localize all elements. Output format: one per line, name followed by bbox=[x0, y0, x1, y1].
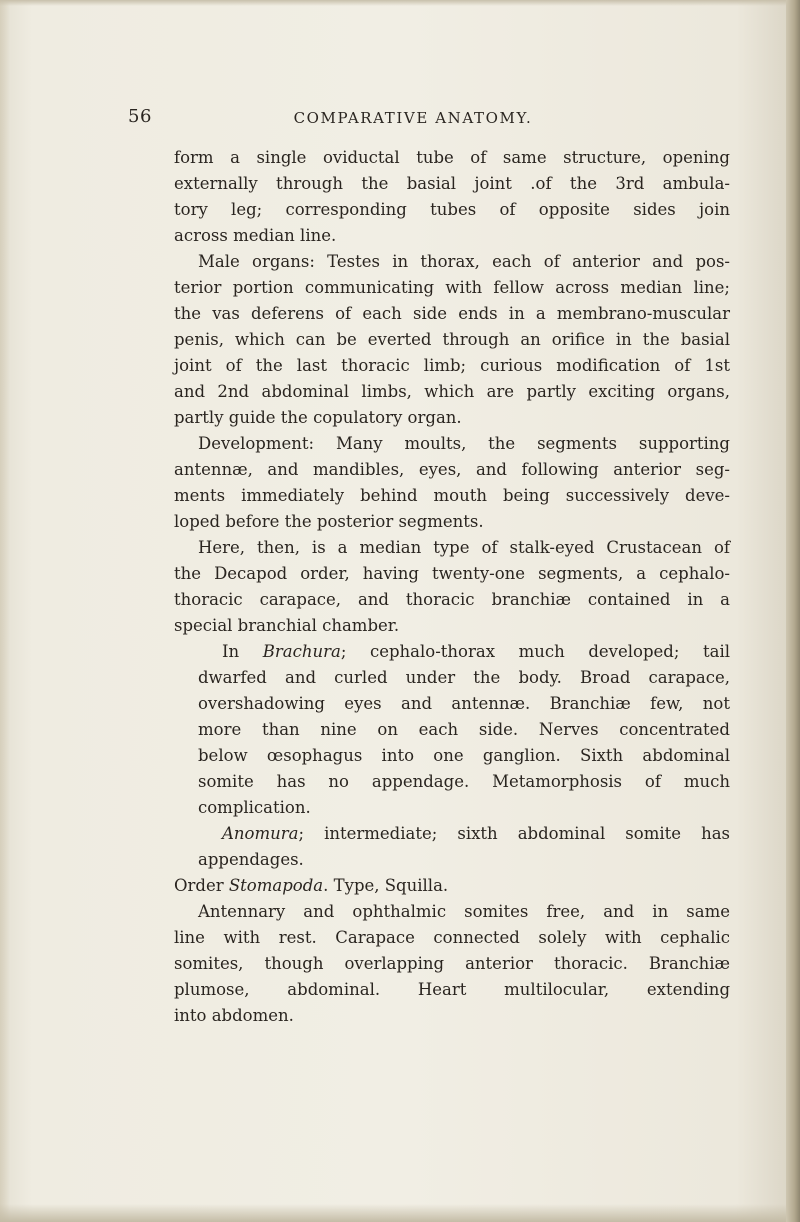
page-bottom-shadow bbox=[0, 1204, 800, 1222]
text-line: across median line. bbox=[174, 226, 337, 245]
text-line: line with rest. Carapace connected solely with cephalic bbox=[174, 928, 730, 947]
text-line: Development: Many moults, the segments supporting bbox=[198, 434, 730, 453]
body-text bbox=[174, 145, 730, 1029]
paragraph-stomapoda-heading bbox=[174, 873, 730, 899]
text-line: partly guide the copulatory organ. bbox=[174, 408, 462, 427]
text-line: Antennary and ophthalmic somites free, and in same bbox=[198, 902, 730, 921]
paragraph-brachura bbox=[198, 639, 730, 821]
text-line: In Brachura; cephalo-thorax much developed; tail bbox=[222, 642, 730, 661]
running-head: COMPARATIVE ANATOMY. bbox=[293, 109, 533, 127]
text-line: ments immediately behind mouth being successively deve- bbox=[174, 486, 730, 505]
text-line: overshadowing eyes and antennæ. Branchiæ few, not bbox=[198, 694, 730, 713]
text-line: Here, then, is a median type of stalk-eyed Crustacean of bbox=[198, 538, 730, 557]
paragraph-anomura bbox=[198, 821, 730, 873]
page-top-shadow bbox=[0, 0, 800, 6]
text-line: Male organs: Testes in thorax, each of anterior and pos- bbox=[198, 252, 730, 271]
text-line: Anomura; intermediate; sixth abdominal somite has bbox=[222, 824, 730, 843]
italic-term: Stomapoda bbox=[228, 876, 324, 895]
text-line: somites, though overlapping anterior thoracic. Branchiæ bbox=[174, 954, 730, 973]
text-line: complication. bbox=[198, 798, 311, 817]
text-line: plumose, abdominal. Heart multilocular, extending bbox=[174, 980, 730, 999]
text-line: dwarfed and curled under the body. Broad carapace, bbox=[198, 668, 730, 687]
text-line: somite has no appendage. Metamorphosis of much bbox=[198, 772, 730, 791]
text-line: appendages. bbox=[198, 850, 304, 869]
text-line: below œsophagus into one ganglion. Sixth abdominal bbox=[198, 746, 730, 765]
text-line: penis, which can be everted through an orifice in the basial bbox=[174, 330, 730, 349]
text-line: Order Stomapoda. Type, Squilla. bbox=[174, 876, 449, 895]
text-line: and 2nd abdominal limbs, which are partly exciting organs, bbox=[174, 382, 730, 401]
paragraph-decapod bbox=[174, 535, 730, 639]
text-line: the Decapod order, having twenty-one segments, a cephalo- bbox=[174, 564, 730, 583]
page-left-shadow bbox=[0, 0, 10, 1222]
paragraph-development bbox=[174, 431, 730, 535]
text-line: terior portion communicating with fellow across median line; bbox=[174, 278, 730, 297]
text-line: externally through the basial joint .of the 3rd ambula- bbox=[174, 174, 730, 193]
paragraph-oviductal bbox=[174, 145, 730, 249]
italic-term: Anomura bbox=[222, 824, 299, 843]
page-number: 56 bbox=[128, 106, 152, 127]
text-line: more than nine on each side. Nerves concentrated bbox=[198, 720, 730, 739]
text-line: form a single oviductal tube of same structure, opening bbox=[174, 148, 730, 167]
paragraph-male-organs bbox=[174, 249, 730, 431]
text-line: into abdomen. bbox=[174, 1006, 294, 1025]
page-binding-edge bbox=[786, 0, 800, 1222]
text-line: special branchial chamber. bbox=[174, 616, 400, 635]
text-line: tory leg; corresponding tubes of opposite sides join bbox=[174, 200, 730, 219]
paragraph-stomapoda bbox=[174, 899, 730, 1029]
text-line: antennæ, and mandibles, eyes, and following anterior seg- bbox=[174, 460, 730, 479]
text-line: joint of the last thoracic limb; curious modification of 1st bbox=[174, 356, 730, 375]
page-header bbox=[128, 106, 698, 136]
text-line: loped before the posterior segments. bbox=[174, 512, 484, 531]
text-line: thoracic carapace, and thoracic branchiæ contained in a bbox=[174, 590, 730, 609]
italic-term: Brachura bbox=[262, 642, 341, 661]
text-line: the vas deferens of each side ends in a membrano-muscular bbox=[174, 304, 730, 323]
